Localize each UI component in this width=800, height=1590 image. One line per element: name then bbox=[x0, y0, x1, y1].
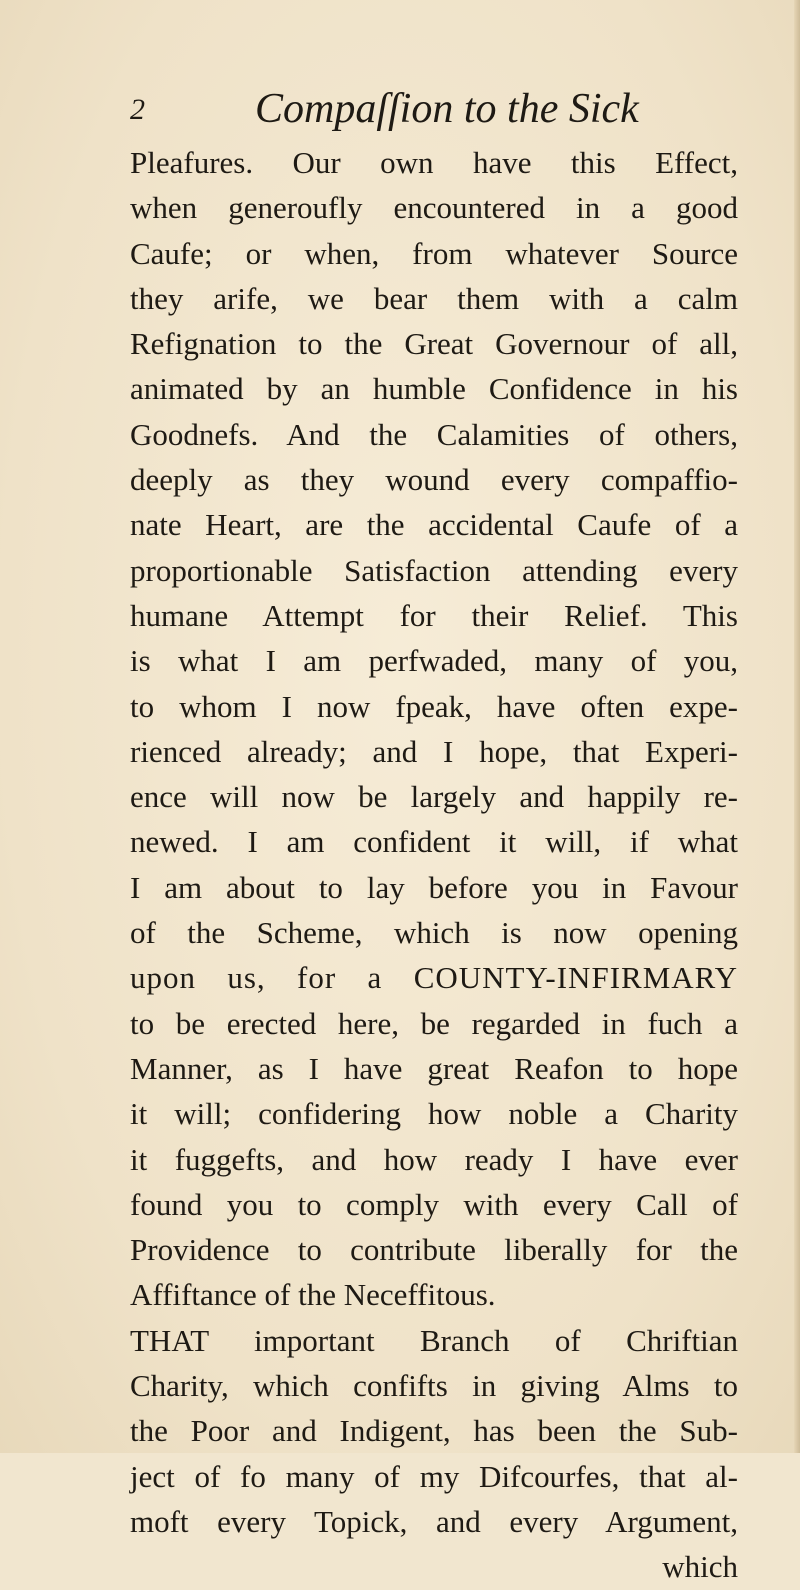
text-line: deeply as they wound every compaffio- bbox=[130, 462, 738, 498]
page-number: 2 bbox=[130, 93, 145, 126]
text-line: rienced already; and I hope, that Experi- bbox=[130, 733, 738, 769]
text-line: it will; confidering how noble a Charity bbox=[130, 1096, 738, 1132]
text-line: Affiftance of the Neceffitous. bbox=[130, 1277, 496, 1313]
text-line: ence will now be largely and happily re- bbox=[130, 779, 738, 815]
text-line: Pleafures. Our own have this Effect, bbox=[130, 145, 738, 180]
catchword: which bbox=[662, 1549, 738, 1585]
text-line: they arife, we bear them with a calm bbox=[130, 280, 738, 316]
text-line: moft every Topick, and every Argument, bbox=[130, 1503, 738, 1539]
text-line: THAT important Branch of Chriftian bbox=[130, 1322, 738, 1358]
page-edge bbox=[794, 0, 800, 1453]
text-line: to be erected here, be regarded in fuch a bbox=[130, 1005, 738, 1041]
text-line: humane Attempt for their Relief. This bbox=[130, 597, 738, 633]
running-title: Compaſſion to the Sick bbox=[255, 86, 639, 132]
text-line: Providence to contribute liberally for the bbox=[130, 1232, 738, 1268]
text-line: newed. I am confident it will, if what bbox=[130, 824, 738, 860]
text-line: when generoufly encountered in a good bbox=[130, 190, 738, 226]
text-line: animated by an humble Confidence in his bbox=[130, 371, 738, 407]
text-line: proportionable Satisfaction attending every bbox=[130, 552, 738, 588]
text-line: found you to comply with every Call of bbox=[130, 1186, 738, 1222]
text-line: Caufe; or when, from whatever Source bbox=[130, 235, 738, 271]
text-line: Charity, which confifts in giving Alms to bbox=[130, 1368, 738, 1404]
text-line: Manner, as I have great Reafon to hope bbox=[130, 1050, 738, 1086]
text-line: nate Heart, are the accidental Caufe of a bbox=[130, 507, 738, 543]
body-text bbox=[130, 140, 738, 1590]
text-line: upon us, for a COUNTY-INFIRMARY bbox=[130, 960, 738, 996]
text-line: ject of fo many of my Difcourfes, that al- bbox=[130, 1458, 738, 1494]
page-header bbox=[130, 85, 730, 135]
text-line: it fuggefts, and how ready I have ever bbox=[130, 1141, 738, 1177]
text-line: to whom I now fpeak, have often expe- bbox=[130, 688, 738, 724]
text-line: Refignation to the Great Governour of all, bbox=[130, 326, 738, 362]
text-line: of the Scheme, which is now opening bbox=[130, 915, 738, 951]
text-line: Goodnefs. And the Calamities of others, bbox=[130, 416, 738, 452]
text-line: I am about to lay before you in Favour bbox=[130, 869, 738, 905]
text-line: the Poor and Indigent, has been the Sub- bbox=[130, 1413, 738, 1449]
text-line: is what I am perfwaded, many of you, bbox=[130, 643, 738, 679]
